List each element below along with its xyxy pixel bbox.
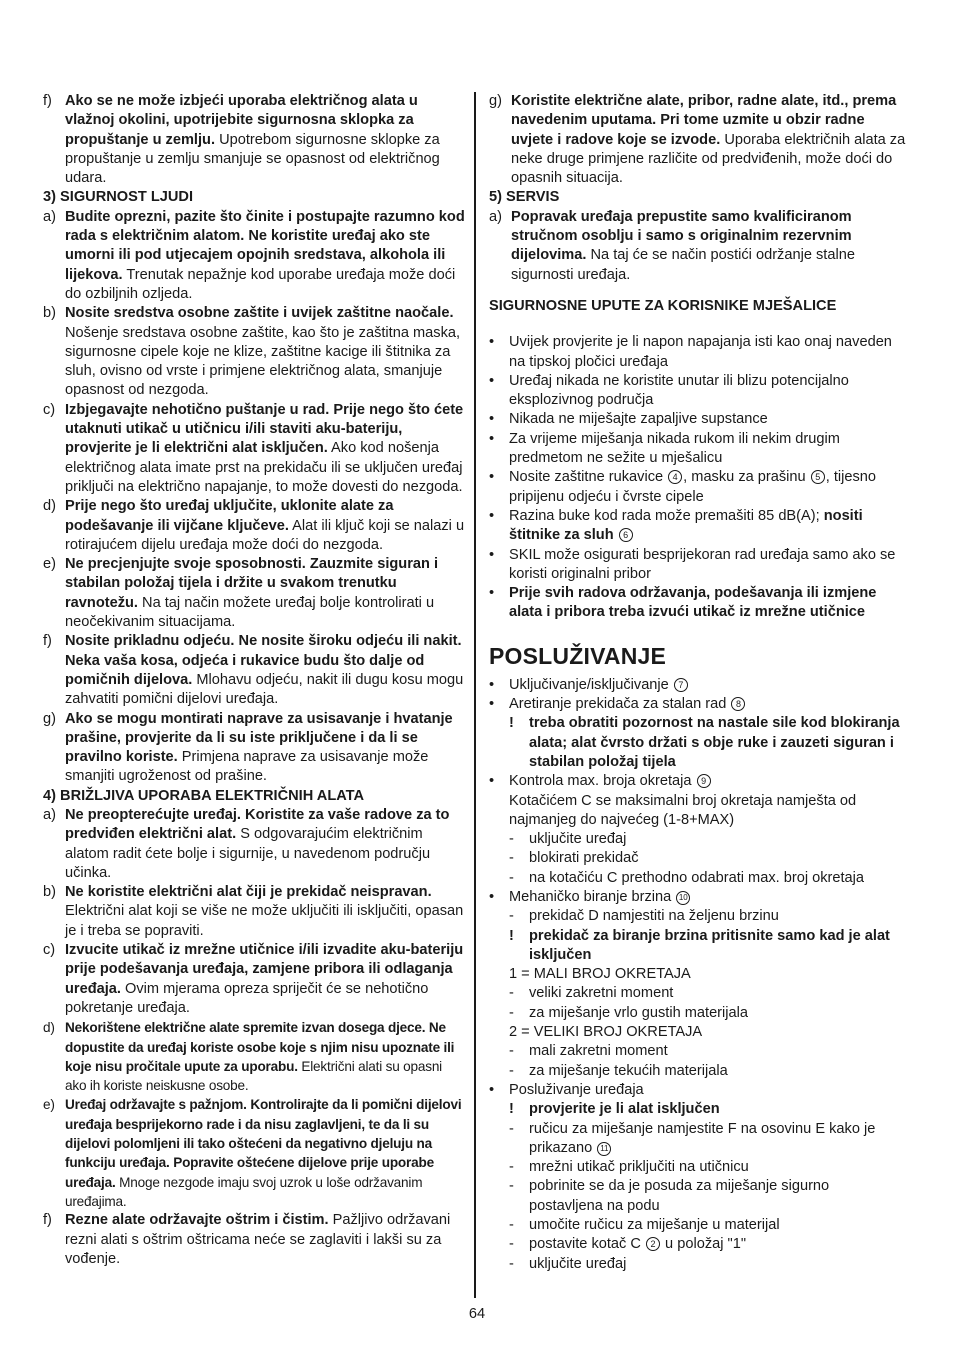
paragraph: 1 = MALI BROJ OKRETAJA — [509, 966, 691, 983]
list-item: • Posluživanje uređaja — [489, 1081, 644, 1098]
rule-f-clothing: f) Nosite prikladnu odjeću. Ne nosite široku odjeću ili nakit. Neka vaša kosa, odjeća i rukavice budu što dalje od pomičnih dijelova. Mlohavu odjeću, nakit ili dugu kosu mogu zahvatiti pomični dijelovi uređaja. — [43, 633, 464, 708]
list-item: • Razina buke kod rada može premašiti 85 dB(A); nositi štitnike za sluh 6 — [489, 507, 863, 544]
list-item: • Uvijek provjerite je li napon napajanja isti kao onaj naveden na tipskoj pločici uređaja — [489, 334, 892, 370]
rule-f-earth-leakage: f) Ako se ne može izbjeći uporaba električnog alata u vlažnoj okolini, upotrijebite sigurnosna sklopka za propuštanje u zemlju. Upotrebom sigurnosne sklopke za propuštanje u zemlju smanjuje se opasnost od električnog udara. — [43, 93, 440, 187]
figure-ref-4: 4 — [668, 470, 682, 484]
list-item: - uključite uređaj — [509, 1255, 627, 1272]
warning-note: ! prekidač za biranje brzina pritisnite samo kad je alat isključen — [509, 927, 890, 963]
list-item: • Za vrijeme miješanja nikada rukom ili nekim drugim predmetom ne sežite u mješalicu — [489, 430, 840, 467]
rule-a-repair: a) Popravak uređaja prepustite samo kvalificiranom stručnom osoblju i samo s originalnim rezervnim dijelovima. Na taj će se način postići održanje stalne sigurnosti uređaja. — [489, 208, 855, 283]
page-number: 64 — [468, 1306, 486, 1322]
list-item: • Kontrola max. broja okretaja 9 — [489, 772, 907, 791]
rule-f-sharp-tools: f) Rezne alate održavajte oštrim i čistim. Pažljivo održavani rezni alati s oštrim oštricama neće se zaglaviti i lakši su za vođenje. — [43, 1212, 451, 1267]
paragraph: 2 = VELIKI BROJ OKRETAJA — [509, 1024, 703, 1041]
list-item: • Nosite zaštitne rukavice 4 , masku za prašinu 5 , tijesno pripijenu odjeću i čvrste cipele — [489, 469, 877, 505]
figure-ref-8: 8 — [731, 697, 745, 711]
list-item: - prekidač D namjestiti na željenu brzinu — [509, 908, 779, 925]
figure-ref-7: 7 — [674, 678, 688, 692]
list-item: - umočite ručicu za miješanje u materijal — [509, 1217, 780, 1234]
right-column — [489, 92, 907, 1274]
list-item: • Nikada ne miješajte zapaljive supstance — [489, 411, 768, 428]
rule-d-remove-keys: d) Prije nego što uređaj uključite, uklonite alate za podešavanje ili vijčane ključeve. Alat ili ključ koji se nalazi u rotirajućem dijelu uređaja može doći do nezgoda. — [43, 498, 465, 553]
list-item: - na kotačiću C prethodno odabrati max. broj okretaja — [509, 869, 865, 886]
list-item: • Uređaj nikada ne koristite unutar ili blizu potencijalno eksplozivnog područja — [489, 372, 849, 409]
list-item: • Uključivanje/isključivanje 7 — [489, 676, 907, 695]
figure-ref-6: 6 — [619, 528, 633, 542]
figure-ref-10: 10 — [676, 891, 690, 905]
list-item: - za miješanje tekućih materijala — [509, 1062, 728, 1079]
rule-c-unplug: c) Izvucite utikač iz mrežne utičnice i/ili izvadite aku-bateriju prije podešavanja uređaja, zamjene pribora ili odlaganja uređaja. Ovim mjerama opreza spriječit će se nehotično pokretanje uređaja. — [43, 942, 464, 1016]
rule-a-no-overload: a) Ne preopterećujte uređaj. Koristite za vaše radove za to predviđen električni alat. S odgovarajućim električnim alatom radit ćete bolje i sigurnije, u navedenom području učinka. — [43, 806, 450, 881]
list-item: - ručicu za miješanje namjestite F na osovinu E kako je prikazano 11 — [509, 1120, 876, 1156]
list-item: • Prije svih radova održavanja, podešavanja ili izmjene alata i pribora treba izvući utikač iz mrežne utičnice — [489, 585, 877, 621]
column-divider — [474, 92, 476, 1298]
list-item: • Mehaničko biranje brzina 10 — [489, 888, 907, 907]
list-item: • Aretiranje prekidača za stalan rad 8 — [489, 695, 907, 714]
list-item: - postavite kotač C 2 u položaj "1" — [509, 1236, 747, 1253]
rule-a-be-alert: a) Budite oprezni, pazite što činite i postupajte razumno kod rada s električnim alatom. Ne koristite uređaj ako ste umorni ili pod utjecajem opojnih sredstava, alkohola ili lijekova. Trenutak nepažnje kod uporabe uređaja može doći do ozbiljnih ozljeda. — [43, 208, 465, 302]
list-item: - za miješanje vrlo gustih materijala — [509, 1004, 748, 1021]
operation-list — [489, 676, 907, 1274]
mixer-safety-heading: SIGURNOSNE UPUTE ZA KORISNIKE MJEŠALICE — [489, 297, 837, 314]
rule-g-use-as-intended: g) Koristite električne alate, pribor, radne alate, itd., prema navedenim uputama. Pri tome uzmite u obzir radne uvjete i radove koje se izvode. Uporaba električnih alata za neke druge primjene različite od predviđenih, može doći do opasnih situacija. — [489, 93, 906, 187]
list-item: - pobrinite se da je posuda za miješanje sigurno postavljena na podu — [509, 1178, 830, 1214]
rule-g-dust-extraction: g) Ako se mogu montirati naprave za usisavanje i hvatanje prašine, provjerite da li su iste priključene i da li se pravilno koriste. Primjena naprave za usisavanje može smanjiti ugroženost od prašine. — [43, 710, 453, 785]
figure-ref-11: 11 — [597, 1142, 611, 1156]
rule-b-faulty-switch: b) Ne koristite električni alat čiji je prekidač neispravan. Električni alat koji se više ne može uključiti ili isključiti, opasan je i treba se popraviti. — [43, 884, 464, 939]
rule-d-store-away: d) Nekorištene električne alate spremite izvan dosega djece. Ne dopustite da uređaj koriste osobe koje s njim nisu upoznate ili koje nisu pročitale upute za uporabu. Električni alati su opasni ako ih koriste neiskusne osobe. — [43, 1020, 455, 1094]
section-title-operation: POSLUŽIVANJE — [489, 642, 667, 669]
section-heading-service: 5) SERVIS — [489, 189, 560, 206]
list-item: - uključite uređaj — [509, 831, 627, 848]
list-item: - mrežni utikač priključiti na utičnicu — [509, 1159, 749, 1176]
left-column — [43, 92, 465, 1269]
paragraph: Kotačićem C se maksimalni broj okretaja namješta od najmanjeg do najvećeg (1-8+MAX) — [509, 792, 857, 828]
mixer-safety-list — [489, 333, 907, 622]
list-item: - mali zakretni moment — [509, 1043, 668, 1060]
rule-c-unintentional-start: c) Izbjegavajte nehotično puštanje u rad. Prije nego što ćete utaknuti utikač u utičnicu i/ili staviti aku-bateriju, provjerite je li električni alat isključen. Ako kod nošenja električnog alata imate prst na prekidaču ili se uključen uređaj priključi na električno napajanje, to može dovesti do nezgoda. — [43, 401, 464, 495]
list-item: - veliki zakretni moment — [509, 985, 674, 1002]
warning-note: ! treba obratiti pozornost na nastale sile kod blokiranja alata; alat čvrsto držati s obje ruke i zauzeti siguran i stabilan položaj tijela — [509, 715, 900, 770]
list-item: - blokirati prekidač — [509, 850, 639, 867]
rule-e-footing: e) Ne precjenjujte svoje sposobnosti. Zauzmite siguran i stabilan položaj tijela i držite u svakom trenutku ravnotežu. Na taj način možete uređaj bolje kontrolirati u neočekivanim situacijama. — [43, 556, 439, 631]
list-item: • SKIL može osigurati besprijekoran rad uređaja samo ako se koristi originalni pribor — [489, 546, 896, 582]
rule-e-maintain: e) Uređaj održavajte s pažnjom. Kontrolirajte da li pomični dijelovi uređaja besprijekorno rade i da nisu zaglavljeni, te da li su dijelovi polomljeni ili tako oštećeni da negativno djeluju na funkciju uređaja. Popravite oštećene dijelove prije uporabe uređaja. Mnoge nezgode imaju svoj uzrok u loše održavanim uređajima. — [43, 1097, 462, 1209]
figure-ref-9: 9 — [697, 774, 711, 788]
figure-ref-2: 2 — [646, 1237, 660, 1251]
rule-b-protective-gear: b) Nosite sredstva osobne zaštite i uvijek zaštitne naočale. Nošenje sredstava osobne zaštite, kao što je zaštitna maska, sigurnosne cipele koje ne klize, zaštitne kacige ili štitnika za sluh, ovisno od vrste i primjene električnog alata, smanjuje opasnost od nezgoda. — [43, 305, 461, 399]
warning-note: ! provjerite je li alat isključen — [509, 1101, 720, 1118]
section-heading-tool-use: 4) BRIŽLJIVA UPORABA ELEKTRIČNIH ALATA — [43, 787, 365, 804]
figure-ref-5: 5 — [811, 470, 825, 484]
section-heading-personal-safety: 3) SIGURNOST LJUDI — [43, 189, 194, 206]
